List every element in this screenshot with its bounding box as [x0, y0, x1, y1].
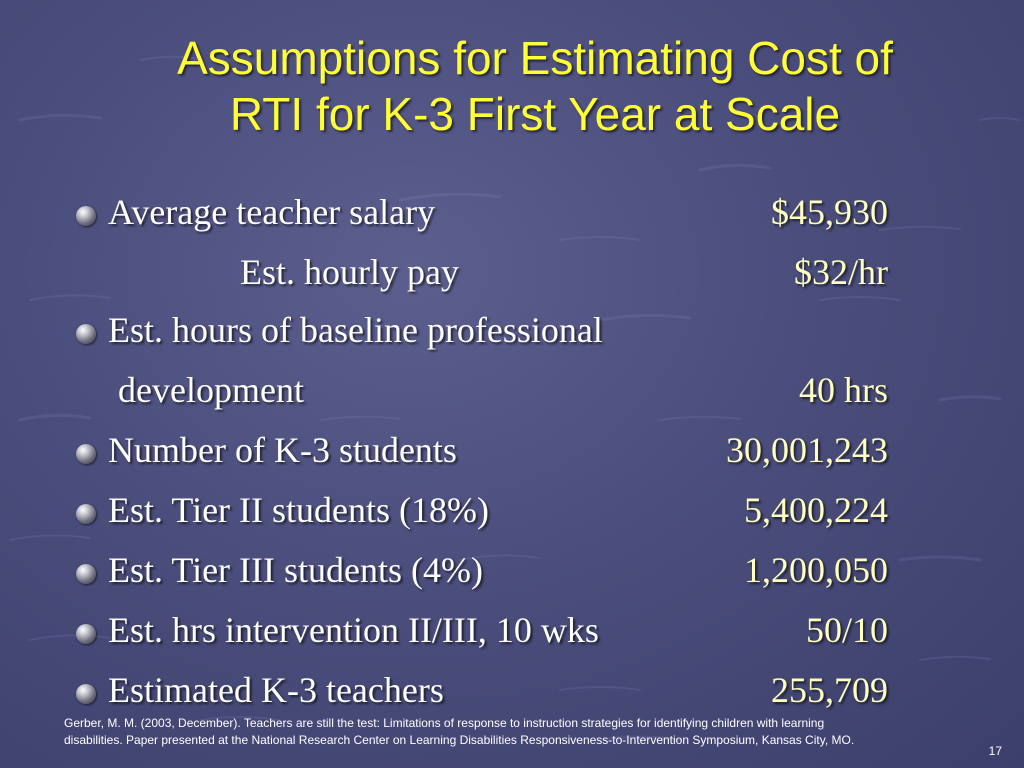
list-item-baseline-pd	[0, 308, 1024, 358]
row-value: 5,400,224	[744, 490, 888, 530]
list-item-tier3	[0, 548, 1024, 598]
row-label: Est. Tier II students (18%)	[108, 490, 489, 530]
title-line-1: Assumptions for Estimating Cost of	[177, 32, 893, 84]
row-label: development	[118, 370, 304, 410]
citation	[64, 715, 944, 749]
row-label: Est. hours of baseline professional	[108, 310, 603, 350]
row-value: $45,930	[771, 192, 888, 232]
row-value: 30,001,243	[726, 430, 888, 470]
row-value: 40 hrs	[799, 370, 888, 410]
list-item-k3-teachers	[0, 668, 1024, 718]
bullet-icon	[76, 564, 96, 584]
bullet-icon	[76, 504, 96, 524]
page-number: 17	[988, 744, 1002, 758]
row-label: Number of K-3 students	[108, 430, 457, 470]
row-label: Est. hourly pay	[240, 252, 459, 292]
row-value: 255,709	[771, 670, 888, 710]
bullet-icon	[76, 684, 96, 704]
row-label: Est. hrs intervention II/III, 10 wks	[108, 610, 599, 650]
citation-line-1: Gerber, M. M. (2003, December). Teachers are still the test: Limitations of response to instruction strategies for identifying children with learning	[64, 716, 825, 730]
list-item-k3-students	[0, 428, 1024, 478]
row-label: Est. Tier III students (4%)	[108, 550, 483, 590]
row-label: Average teacher salary	[108, 192, 436, 232]
list-item-tier2	[0, 488, 1024, 538]
bullet-icon	[76, 324, 96, 344]
row-value: $32/hr	[794, 252, 888, 292]
bullet-icon	[76, 444, 96, 464]
row-value: 1,200,050	[744, 550, 888, 590]
slide-title	[60, 30, 1010, 142]
list-item-intervention-hours	[0, 608, 1024, 658]
list-item-teacher-salary	[0, 190, 1024, 240]
row-value: 50/10	[805, 610, 888, 650]
citation-line-2: disabilities. Paper presented at the National Research Center on Learning Disabilities Responsiveness-to-Intervention Symposium, Kansas City, MO.	[64, 733, 855, 747]
title-line-2: RTI for K-3 First Year at Scale	[229, 88, 841, 140]
bullet-icon	[76, 206, 96, 226]
row-label: Estimated K-3 teachers	[108, 670, 444, 710]
list-item-baseline-pd-cont	[0, 368, 1024, 418]
list-item-hourly-pay	[0, 250, 1024, 300]
bullet-icon	[76, 624, 96, 644]
